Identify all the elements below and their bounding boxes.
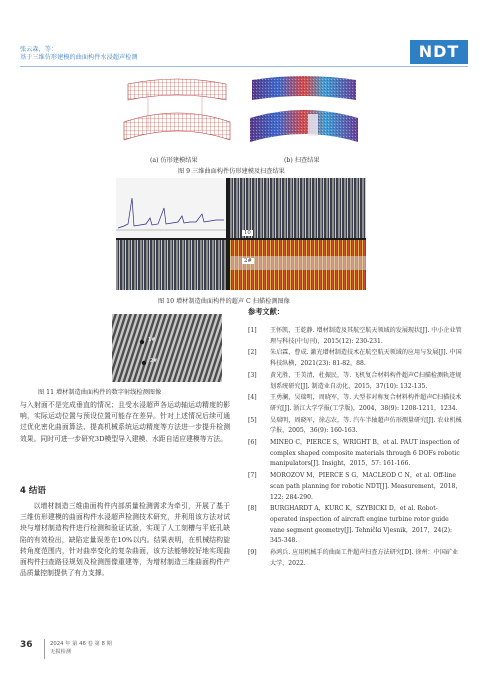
- reference-item: [8] BURGHARDT A，KURC K，SZYBICKI D，et al. Robot-operated inspection of aircraft engine turbine rotor guide vane segment geometry[J]. Tehnički Vjesnik，2017，24(2): 345-348.: [248, 505, 453, 545]
- fig10-label-1: 10: [244, 230, 251, 236]
- footer-issue: 2024 年 第 46 卷 第 8 期: [50, 641, 112, 647]
- reference-item: [2] 朱启霖，曹成. 激光增材制造技术在航空航天领域的应用与发展[J]. 中国科技纵横，2021(23): 81-82，88.: [248, 349, 462, 368]
- fig9b-image: [244, 70, 362, 152]
- fig9-caption: 图 9 三维曲面构件仿形建模及扫查结果: [178, 168, 285, 175]
- reference-item: [6] MINEO C，PIERCE S，WRIGHT B，et al. PAUT inspection of complex shaped composite materials through 6 DOFs robotic manipulators[J]. Insight，2015，57: 161-166.: [248, 439, 460, 468]
- reference-item: [4] 王勇澜，吴瑞明，周晓军，等. 大型非对称复合材料构件超声C扫描技术研究[J]. 浙江大学学报(工学版)，2004，38(9): 1208-1211，1234.: [248, 394, 462, 412]
- page-number: 36: [20, 640, 33, 650]
- running-header-authors: 张云森，等：: [20, 46, 58, 53]
- running-header-title: 基于三维仿形建模的曲面构件水浸超声检测: [20, 54, 138, 61]
- reference-item: [3] 黄光胜，王美清，杜振民，等. 飞机复合材料构件超声C扫描检测轨迹规划系统研究[J]. 制造业自动化，2015，37(10): 132-135.: [248, 371, 462, 390]
- header-rule: [20, 66, 468, 67]
- fig11-image: [112, 314, 222, 382]
- fig10-caption: 图 10 增材制造曲面构件的超声 C 扫描检测图像: [158, 298, 290, 305]
- fig9a-label: (a) 仿形建模结果: [150, 157, 198, 164]
- reference-list: [248, 326, 462, 570]
- reference-item: [7] MOROZOV M，PIERCE S G，MACLEOD C N，et al. Off-line scan path planning for robotic NDT[J]. Measurement，2018，122: 284-290.: [248, 472, 462, 501]
- fig10-label-2: 2#: [244, 258, 252, 264]
- fig9b-label: (b) 扫查结果: [284, 157, 320, 164]
- journal-logo: NDT: [410, 40, 468, 64]
- reference-item: [5] 吴瑞明，周晓军，徐志农，等. 汽车半轴超声仿形测量研究[J]. 农业机械学报，2005，36(9): 160-163.: [248, 416, 462, 435]
- body-paragraph-2: 以增材制造三维曲面构件内部质量检测需求为牵引，开展了基于三维仿形建模的曲面构件水浸超声检测技术研究，并利用该方法对试块与增材制造构件进行检测和验证试验，实现了人工刻槽与平底孔缺陷的有效检出，缺陷定量误差在10%以内。结果表明，在机械结构旋转角度范围内，针对曲率变化的复杂曲面，该方法能够较好地实现曲面构件扫查路径规划及检测图像重建等，为增材制造三维曲面构件产品质量控制提供了有力支撑。: [20, 502, 230, 578]
- reference-item: [9] 孙鸿兵. 应用机械手的曲面工件超声扫查方法研究[D]. 徐州：中国矿业大学，2022.: [248, 549, 459, 567]
- fig11-label-1: 1#: [148, 337, 156, 343]
- fig10-image: [116, 178, 366, 290]
- references-title: 参考文献：: [248, 307, 284, 316]
- footer-journal: 无损检测: [50, 649, 72, 655]
- body-paragraph-1: 与入射面不是完成垂直的情况；且受水浸超声各运动轴运动精度的影响，实际运动位置与预设位置可能存在差异。针对上述情况后续可通过优化密化曲面算法、提高机械系统运动精度等方法进一步提升检测效果。同时可进一步研究3D模型导入建模、水距自适应建模等方法。: [20, 401, 230, 443]
- footer-divider: [44, 639, 45, 659]
- fig11-label-2: 2#: [150, 358, 158, 364]
- section-heading-conclusion: 4 结语: [20, 486, 46, 496]
- fig9a-image: [118, 70, 234, 152]
- fig11-caption: 图 11 增材制造曲面构件的数字射线检测图像: [38, 389, 162, 396]
- reference-item: [1] 王怀凯，王乾静. 增材制造及其航空航天领域的发展现状[J]. 中小企业管理与科技(中旬刊)，2015(12): 230-231.: [248, 327, 462, 345]
